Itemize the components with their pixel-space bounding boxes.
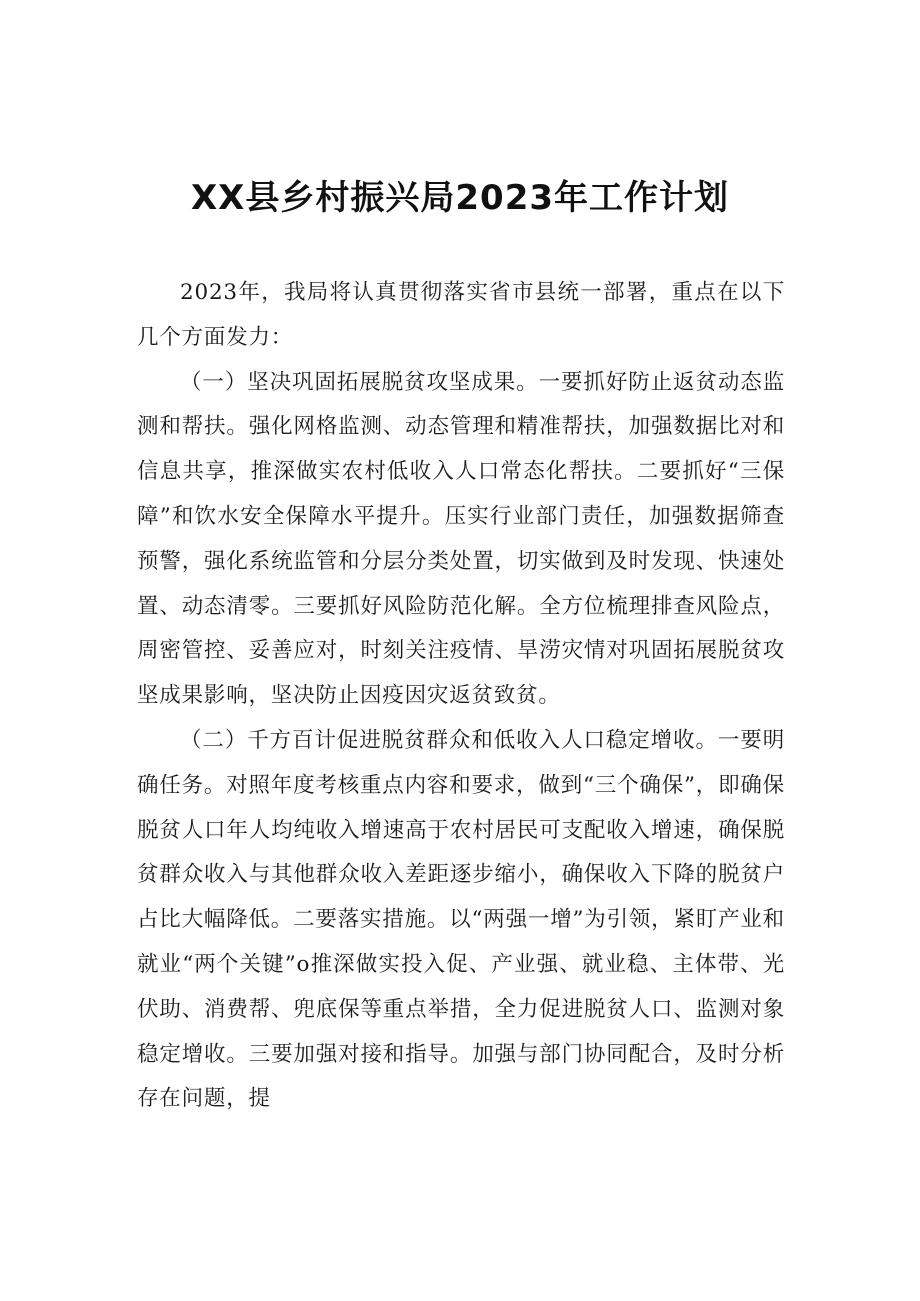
document-body <box>137 271 785 1122</box>
paragraph-section-2: （二）千方百计促进脱贫群众和低收入人口稳定增收。一要明确任务。对照年度考核重点内容和要求，做到“三个确保”，即确保脱贫人口年人均纯收入增速高于农村居民可支配收入增速，确保脱贫群众收入与其他群众收入差距逐步缩小，确保收入下降的脱贫户占比大幅降低。二要落实措施。以“两强一增”为引领，紧盯产业和就业“两个关键”o推深做实投入促、产业强、就业稳、主体带、光伏助、消费帮、兜底保等重点举措，全力促进脱贫人口、监测对象稳定增收。三要加强对接和指导。加强与部门协同配合，及时分析存在问题，提 <box>137 727 785 1112</box>
paragraph-intro: 2023年，我局将认真贯彻落实省市县统一部署，重点在以下几个方面发力： <box>137 280 785 350</box>
document-title: XX县乡村振兴局2023年工作计划 <box>190 178 730 218</box>
paragraph-section-1: （一）坚决巩固拓展脱贫攻坚成果。一要抓好防止返贫动态监测和帮扶。强化网格监测、动态管理和精准帮扶，加强数据比对和信息共享，推深做实农村低收入人口常态化帮扶。二要抓好“三保障”和饮水安全保障水平提升。压实行业部门责任，加强数据筛查预警，强化系统监管和分层分类处置，切实做到及时发现、快速处置、动态清零。三要抓好风险防范化解。全方位梳理排查风险点，周密管控、妥善应对，时刻关注疫情、旱涝灾情对巩固拓展脱贫攻坚成果影响，坚决防止因疫因灾返贫致贫。 <box>137 369 785 709</box>
